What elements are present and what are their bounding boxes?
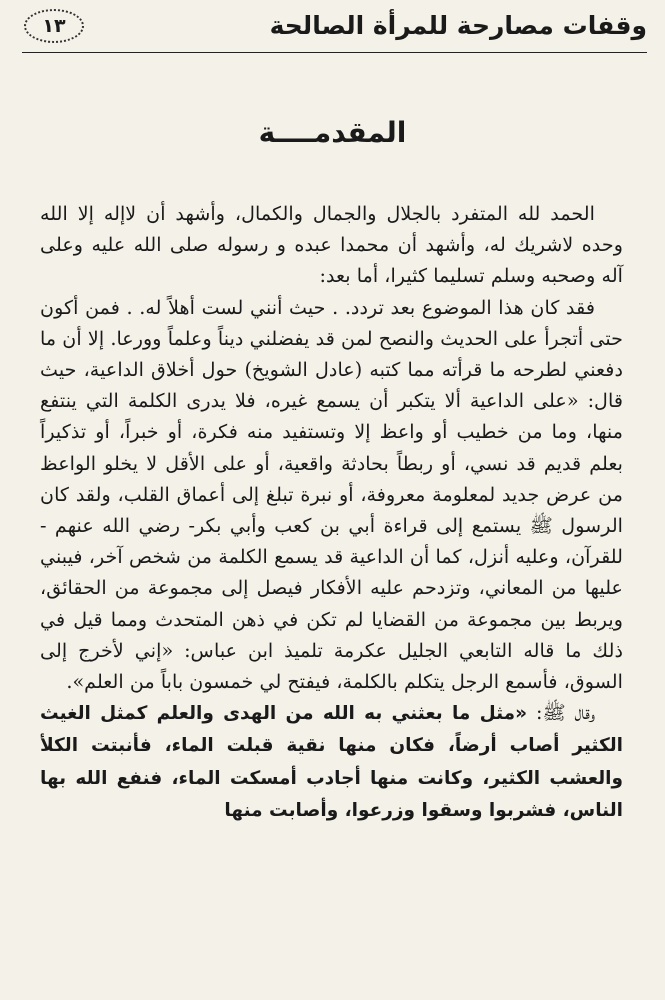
running-title: وقفات مصارحة للمرأة الصالحة: [269, 11, 647, 40]
body-text: [40, 198, 623, 826]
header-rule: [22, 52, 647, 53]
section-title: المقدمــــة: [258, 116, 407, 149]
hadith-intro: وقال ﷺ:: [527, 701, 595, 725]
page-number: ١٣: [24, 9, 84, 43]
page-header: [22, 6, 647, 50]
paragraph: الحمد لله المتفرد بالجلال والجمال والكمال، وأشهد أن لاإله إلا الله وحده لاشريك له، وأشهد أن محمدا عبده و رسوله صلى الله عليه وعلى آله وصحبه وسلم تسليما كثيرا، أما بعد:: [40, 202, 623, 288]
hadith-text: «مثل ما بعثني به الله من الهدى والعلم كمثل الغيث الكثير أصاب أرضاً، فكان منها نقية قبلت الماء، فأنبتت الكلأ والعشب الكثير، وكانت منها أجادب أمسكت الماء، فنفع الله بها الناس، فشربوا وسقوا وزرعوا، وأصابت منها: [40, 703, 623, 821]
hadith-paragraph: [40, 697, 623, 826]
paragraph: فقد كان هذا الموضوع بعد تردد. . حيث أنني لست أهلاً له. . فمن أكون حتى أتجرأ على الحديث والنصح لمن قد يفضلني ديناً وعلماً وورعا. إلا أن ما دفعني لطرحه ما قرأته مما كتبه (عادل الشويخ) حول أخلاق الداعية، حيث قال: «على الداعية ألا يتكبر أن يسمع غيره، فلا يدرى الكلمة التي ينتفع منها، وما من خطيب أو واعظ إلا وتستفيد منه فكرة، أو خبراً، أو تذكيراً بعلم قديم قد نسي، أو ربطاً بحادثة واقعية، أو على الأقل لا يخلو الواعظ من عرض جديد لمعلومة معروفة، أو نبرة تبلغ إلى أعماق القلب، ولقد كان الرسول ﷺ يستمع إلى قراءة أبي بن كعب وأبي بكر- رضي الله عنهم - للقرآن، وعليه أنزل، كما أن الداعية قد يسمع الكلمة من شخص آخر، فيبني عليها من المعاني، وتزدحم عليه الأفكار فيصل إلى مجموعة من الحقائق، ويربط بين مجموعة من القضايا لم تكن في ذهن المتحدث ومما قيل في ذلك ما قاله التابعي الجليل عكرمة تلميذ ابن عباس: «إني لأخرج إلى السوق، فأسمع الرجل يتكلم بالكلمة، فيفتح لي خمسون باباً من العلم».: [40, 295, 623, 694]
